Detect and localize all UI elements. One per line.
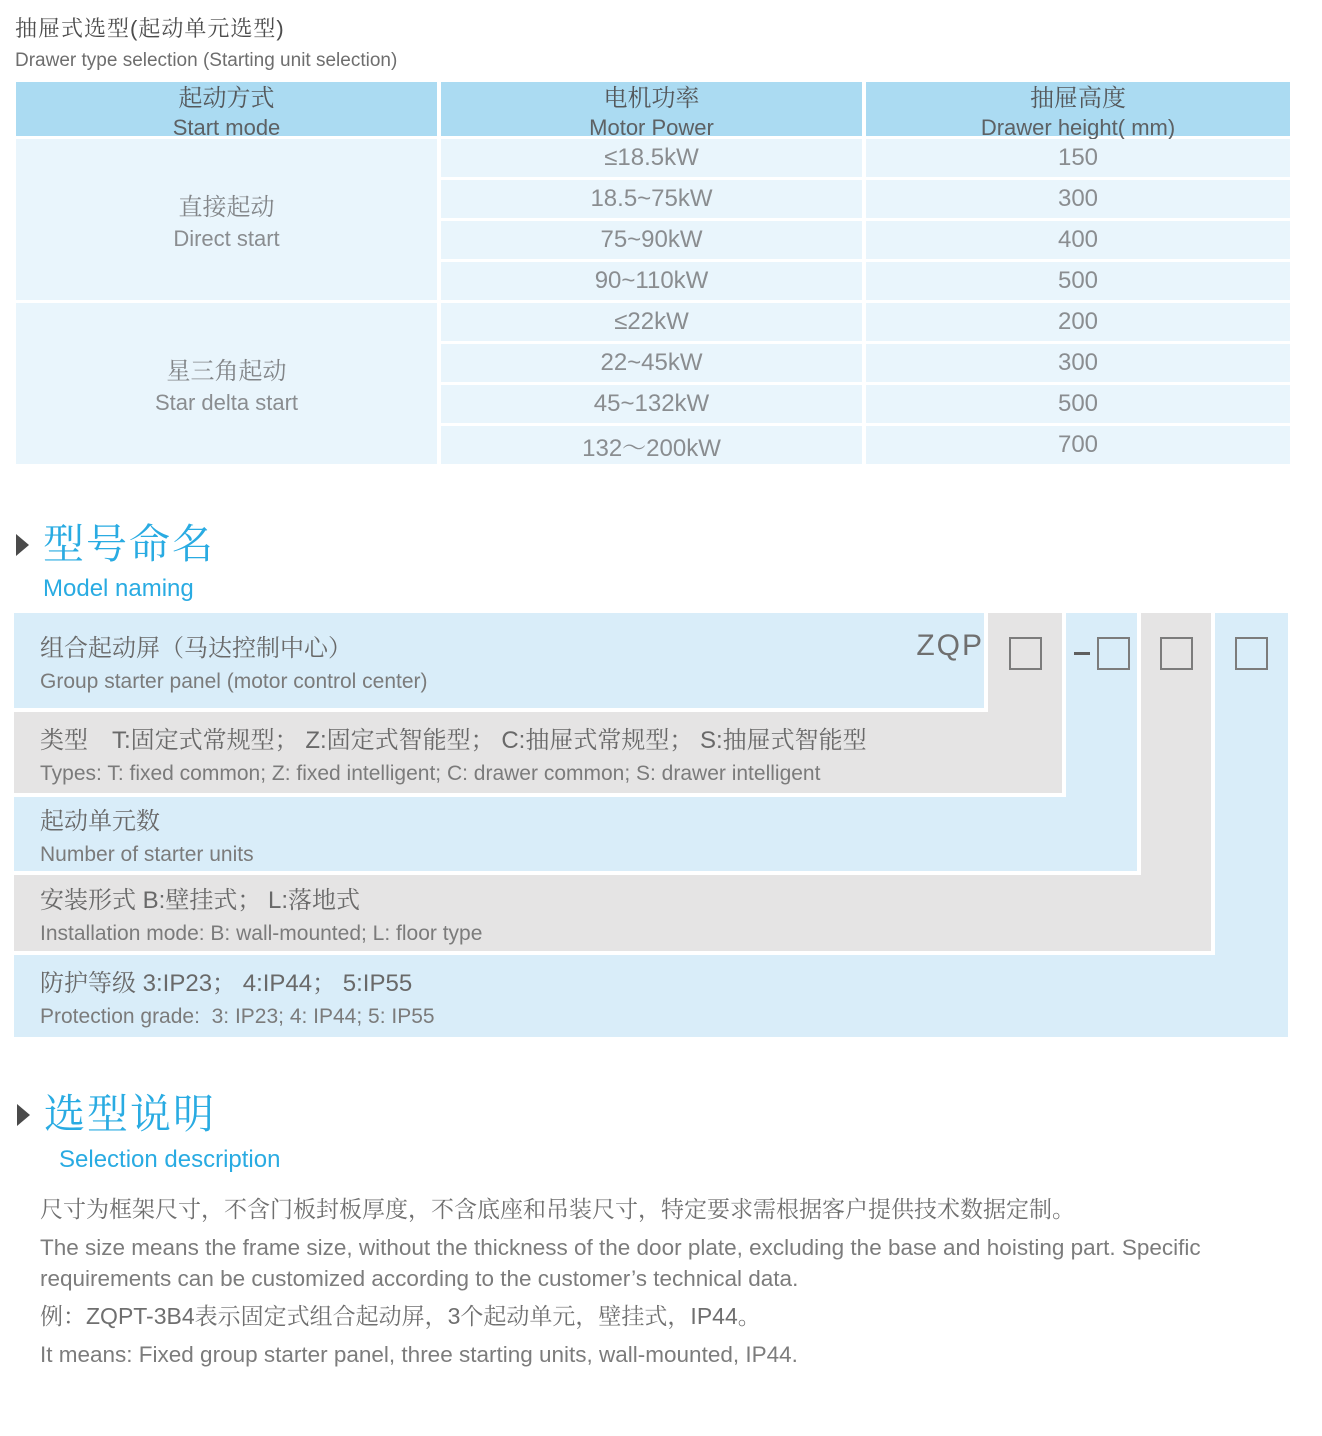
code-slot-starter-units bbox=[1066, 613, 1137, 871]
power-cell: 45~132kW bbox=[441, 385, 862, 423]
power-cell: 90~110kW bbox=[441, 262, 862, 300]
page-subtitle: Drawer type selection (Starting unit selection) bbox=[15, 50, 398, 71]
height-cell: 500 bbox=[866, 385, 1290, 423]
height-cell: 200 bbox=[866, 303, 1290, 341]
power-cell: 22~45kW bbox=[441, 344, 862, 382]
description-line-en: The size means the frame size, without the thickness of the door plate, excluding the base and hoisting part. Specific requirements can be customized according to the customer’s technical data. bbox=[40, 1235, 1207, 1291]
mode-star-en: Star delta start bbox=[154, 390, 299, 415]
naming-row-installation-mode bbox=[14, 875, 1211, 951]
power-cell: 18.5~75kW bbox=[441, 180, 862, 218]
example-line-en: It means: Fixed group starter panel, three starting units, wall-mounted, IP44. bbox=[40, 1342, 798, 1367]
naming-row-en: Types: T: fixed common; Z: fixed intelligent; C: drawer common; S: drawer intelligent bbox=[40, 761, 821, 785]
height-cell: 300 bbox=[866, 344, 1290, 382]
height-cell: 300 bbox=[866, 180, 1290, 218]
section-title-en: Selection description bbox=[59, 1146, 281, 1173]
naming-row-en: Installation mode: B: wall-mounted; L: floor type bbox=[40, 922, 483, 945]
column-header-start-mode bbox=[16, 82, 437, 140]
naming-row-cn: 安装形式 B:壁挂式； L:落地式 bbox=[40, 887, 361, 914]
mode-direct-cn: 直接起动 bbox=[178, 194, 275, 221]
section-arrow-icon bbox=[17, 1104, 30, 1126]
mode-cell-direct-start bbox=[16, 139, 437, 300]
naming-row-group-starter-panel bbox=[14, 613, 984, 708]
column-header-drawer-height-cn: 抽屉高度 bbox=[1030, 84, 1126, 112]
height-cell: 700 bbox=[866, 426, 1290, 464]
code-placeholder-box bbox=[1160, 637, 1193, 670]
height-cell: 500 bbox=[866, 262, 1290, 300]
naming-row-cn: 类型 T:固定式常规型； Z:固定式智能型； C:抽屉式常规型； S:抽屉式智能型 bbox=[40, 726, 867, 754]
naming-row-en: Number of starter units bbox=[40, 843, 254, 866]
naming-row-starter-units bbox=[14, 797, 1137, 871]
column-header-drawer-height-en: Drawer height( mm) bbox=[980, 114, 1176, 140]
mode-star-cn: 星三角起动 bbox=[166, 358, 287, 385]
power-cell: ≤18.5kW bbox=[441, 139, 862, 177]
section-selection-description-heading bbox=[17, 1091, 281, 1174]
model-naming-diagram bbox=[14, 613, 1288, 1037]
mode-cell-star-delta-start bbox=[16, 303, 437, 464]
code-placeholder-box bbox=[1097, 637, 1130, 670]
naming-row-cn: 组合起动屏（马达控制中心） bbox=[40, 634, 352, 662]
power-cell: 132～200kW bbox=[441, 426, 862, 464]
column-header-motor-power-en: Motor Power bbox=[589, 114, 714, 140]
naming-row-types bbox=[14, 712, 1062, 793]
height-cell: 400 bbox=[866, 221, 1290, 259]
code-slot-installation-mode bbox=[1141, 613, 1211, 951]
code-placeholder-box bbox=[1009, 637, 1042, 670]
power-cell: 75~90kW bbox=[441, 221, 862, 259]
naming-row-en: Group starter panel (motor control center) bbox=[40, 669, 428, 693]
code-slot-protection-grade bbox=[1215, 613, 1288, 1037]
section-arrow-icon bbox=[16, 534, 29, 556]
column-header-start-mode-cn: 起动方式 bbox=[178, 84, 275, 112]
naming-row-protection-grade bbox=[14, 955, 1288, 1037]
description-line-cn: 尺寸为框架尺寸，不含门板封板厚度，不含底座和吊装尺寸，特定要求需根据客户提供技术数据定制。 bbox=[40, 1196, 1075, 1222]
height-cell: 150 bbox=[866, 139, 1290, 177]
column-header-motor-power bbox=[441, 82, 862, 140]
section-model-naming-heading bbox=[16, 521, 215, 603]
example-line-cn: 例：ZQPT-3B4表示固定式组合起动屏，3个起动单元，壁挂式，IP44。 bbox=[40, 1303, 761, 1329]
naming-row-en: Protection grade: 3: IP23; 4: IP44; 5: IP55 bbox=[40, 1005, 435, 1028]
code-slot-type bbox=[988, 613, 1062, 793]
drawer-selection-table bbox=[16, 82, 1290, 464]
power-cell: ≤22kW bbox=[441, 303, 862, 341]
code-separator-dash bbox=[1074, 652, 1090, 655]
naming-row-cn: 防护等级 3:IP23； 4:IP44； 5:IP55 bbox=[40, 970, 413, 997]
selection-description-text bbox=[40, 1194, 1292, 1377]
model-prefix: ZQP bbox=[916, 629, 984, 662]
column-header-motor-power-cn: 电机功率 bbox=[603, 84, 700, 112]
section-title-en: Model naming bbox=[43, 575, 194, 602]
naming-row-cn: 起动单元数 bbox=[40, 808, 160, 835]
section-title-cn: 型号命名 bbox=[43, 521, 215, 567]
page-title: 抽屉式选型(起动单元选型) bbox=[15, 16, 285, 41]
mode-direct-en: Direct start bbox=[173, 226, 280, 251]
section-title-cn: 选型说明 bbox=[44, 1091, 216, 1137]
code-placeholder-box bbox=[1235, 637, 1268, 670]
column-header-drawer-height bbox=[866, 82, 1290, 140]
page-title-block bbox=[15, 12, 397, 72]
column-header-start-mode-en: Start mode bbox=[172, 114, 281, 140]
